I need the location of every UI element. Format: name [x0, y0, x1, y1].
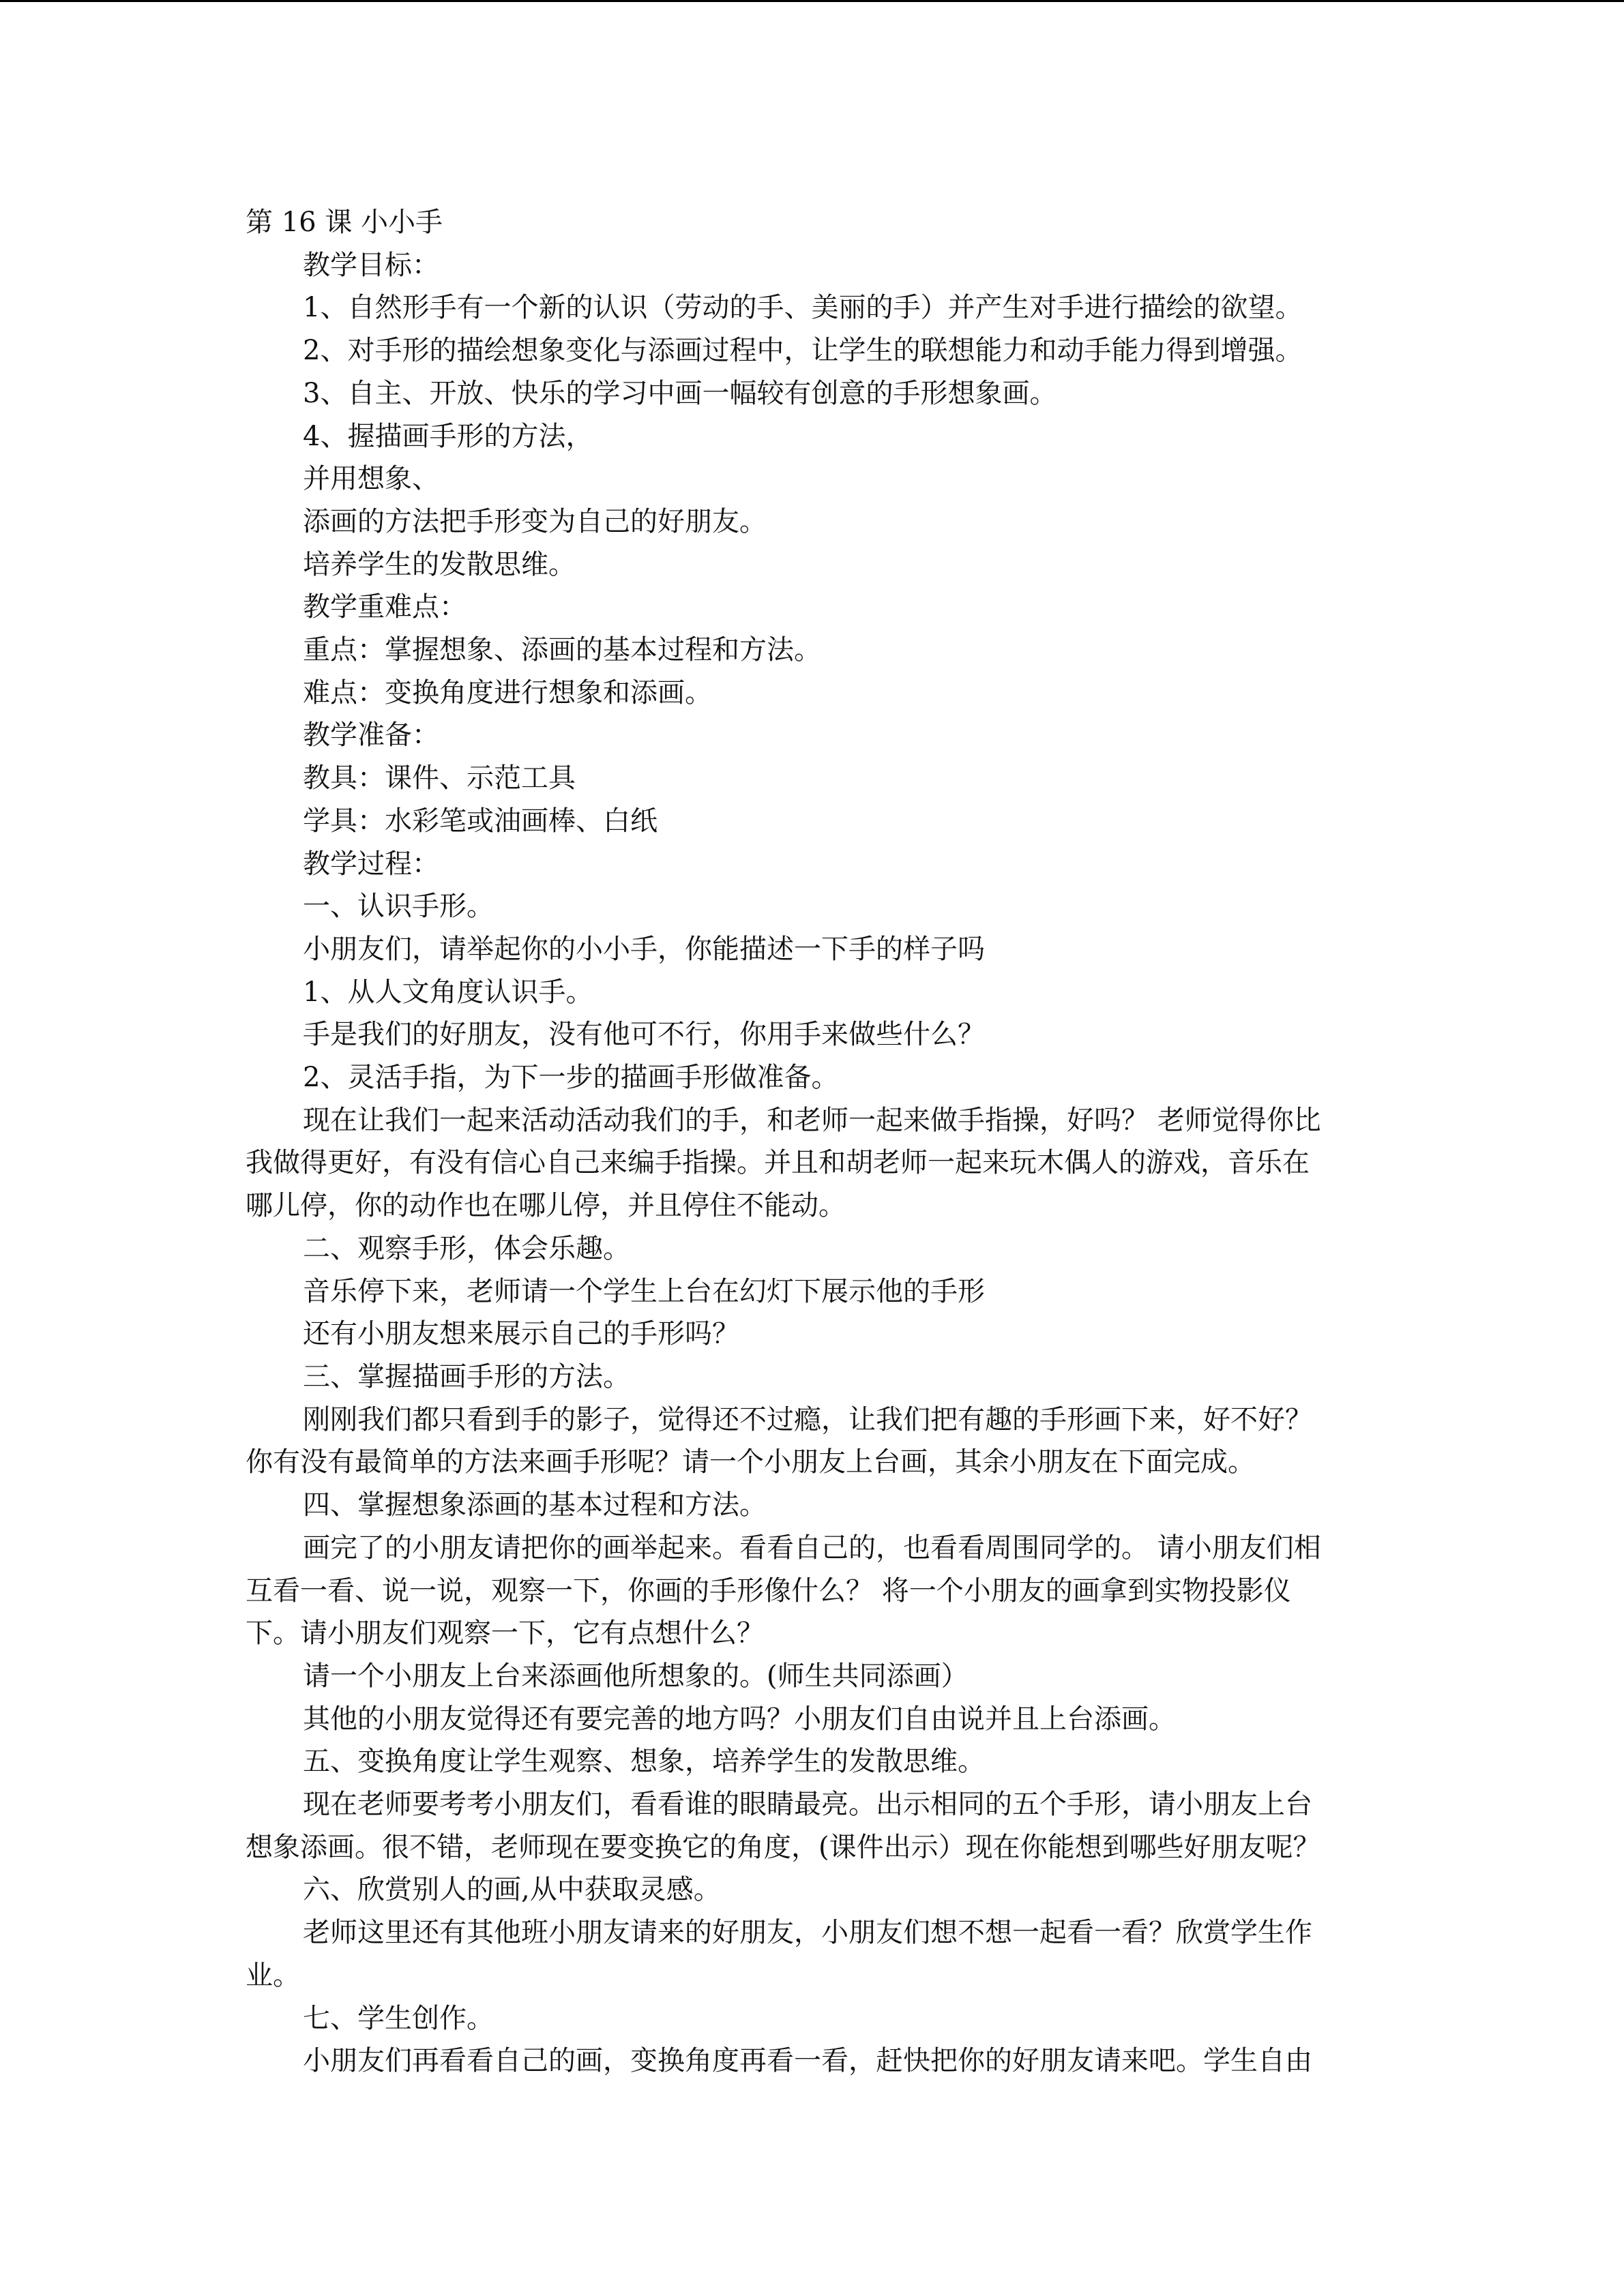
text-line: 教学准备： [303, 719, 439, 751]
paragraph-line: 哪儿停，你的动作也在哪儿停，并且停住不能动。 [246, 1190, 846, 1222]
text-line: 教具：课件、示范工具 [303, 762, 576, 794]
text-line: 二、观察手形，体会乐趣。 [303, 1232, 630, 1264]
paragraph-line: 业。 [246, 1959, 300, 1991]
text-line: 教学重难点： [303, 591, 467, 623]
text-line: 1、自然形手有一个新的认识（劳动的手、美丽的手）并产生对手进行描绘的欲望。 [303, 292, 1303, 324]
paragraph-line: 下。请小朋友们观察一下，它有点想什么？ [246, 1617, 764, 1650]
text-line: 还有小朋友想来展示自己的手形吗？ [303, 1318, 739, 1350]
text-line: 学具：水彩笔或油画棒、白纸 [303, 805, 658, 837]
paragraph-line: 你有没有最简单的方法来画手形呢？请一个小朋友上台画，其余小朋友在下面完成。 [246, 1446, 1255, 1478]
text-line: 并用想象、 [303, 463, 439, 495]
text-line: 请一个小朋友上台来添画他所想象的。(师生共同添画） [303, 1660, 969, 1692]
text-line: 手是我们的好朋友，没有他可不行，你用手来做些什么？ [303, 1019, 985, 1051]
text-line: 教学过程： [303, 848, 439, 880]
paragraph-line: 想象添画。很不错，老师现在要变换它的角度，(课件出示）现在你能想到哪些好朋友呢？ [246, 1831, 1320, 1863]
paragraph-line: 老师这里还有其他班小朋友请来的好朋友，小朋友们想不想一起看一看？欣赏学生作 [303, 1917, 1312, 1949]
text-line: 重点：掌握想象、添画的基本过程和方法。 [303, 634, 821, 666]
document-body [246, 201, 1378, 2083]
text-line: 教学目标： [303, 249, 439, 281]
text-line: 四、掌握想象添画的基本过程和方法。 [303, 1489, 767, 1521]
text-line: 培养学生的发散思维。 [303, 548, 576, 580]
text-line: 小朋友们，请举起你的小小手，你能描述一下手的样子吗 [303, 933, 985, 965]
text-line: 五、变换角度让学生观察、想象，培养学生的发散思维。 [303, 1746, 985, 1778]
text-line: 3、自主、开放、快乐的学习中画一幅较有创意的手形想象画。 [303, 377, 1057, 409]
text-line: 一、认识手形。 [303, 891, 494, 923]
paragraph-line: 我做得更好，有没有信心自己来编手指操。并且和胡老师一起来玩木偶人的游戏，音乐在 [246, 1147, 1310, 1179]
text-line: 添画的方法把手形变为自己的好朋友。 [303, 505, 767, 537]
text-line: 1、从人文角度认识手。 [303, 976, 593, 1008]
text-line: 2、灵活手指，为下一步的描画手形做准备。 [303, 1062, 839, 1094]
paragraph-line: 刚刚我们都只看到手的影子，觉得还不过瘾，让我们把有趣的手形画下来，好不好？ [303, 1403, 1312, 1435]
text-line: 其他的小朋友觉得还有要完善的地方吗？小朋友们自由说并且上台添画。 [303, 1703, 1176, 1735]
text-line: 4、握描画手形的方法， [303, 420, 593, 452]
text-line: 2、对手形的描绘想象变化与添画过程中，让学生的联想能力和动手能力得到增强。 [303, 335, 1303, 367]
paragraph-line: 画完了的小朋友请把你的画举起来。看看自己的，也看看周围同学的。 请小朋友们相 [303, 1532, 1321, 1564]
text-line: 难点：变换角度进行想象和添画。 [303, 676, 712, 709]
text-line: 音乐停下来，老师请一个学生上台在幻灯下展示他的手形 [303, 1275, 985, 1307]
text-line: 三、掌握描画手形的方法。 [303, 1360, 630, 1392]
text-line: 六、欣赏别人的画,从中获取灵感。 [303, 1874, 721, 1906]
text-line: 小朋友们再看看自己的画，变换角度再看一看，赶快把你的好朋友请来吧。学生自由 [303, 2045, 1312, 2077]
paragraph-line: 现在老师要考考小朋友们，看看谁的眼睛最亮。出示相同的五个手形，请小朋友上台 [303, 1789, 1312, 1821]
lesson-title: 第 16 课 小小手 [246, 207, 443, 238]
text-line: 七、学生创作。 [303, 2002, 494, 2034]
paragraph-line: 互看一看、说一说，观察一下，你画的手形像什么？ 将一个小朋友的画拿到实物投影仪 [246, 1575, 1291, 1607]
paragraph-line: 现在让我们一起来活动活动我们的手，和老师一起来做手指操，好吗？ 老师觉得你比 [303, 1104, 1321, 1136]
